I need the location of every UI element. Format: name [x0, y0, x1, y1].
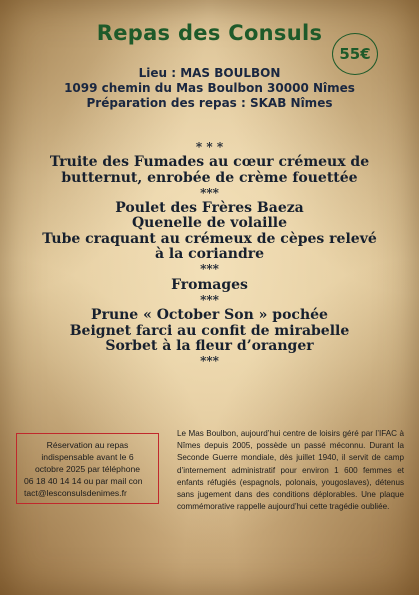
- address-line: 1099 chemin du Mas Boulbon 30000 Nîmes: [64, 81, 355, 95]
- separator-1: ***: [200, 185, 219, 200]
- separator-2: ***: [200, 262, 219, 277]
- reservation-box: [16, 433, 159, 504]
- venue-line: Lieu : MAS BOULBON: [138, 66, 281, 80]
- starter-line-2: butternut, enrobée de crème fouettée: [61, 169, 358, 186]
- cheese-course: Fromages: [171, 276, 248, 293]
- dessert-line-2: Beignet farci au confit de mirabelle: [69, 322, 350, 339]
- price-badge: 55€: [332, 33, 378, 75]
- page-title: Repas des Consuls: [96, 21, 323, 45]
- reservation-line-2: indispensable avant le 6: [41, 452, 134, 462]
- main-line-3: Tube craquant au crémeux de cèpes relevé à la coriandre: [42, 230, 377, 263]
- reservation-line-4: 06 18 40 14 14 ou par mail con: [24, 476, 143, 486]
- starter-line-1: Truite des Fumades au cœur crémeux de: [49, 154, 370, 171]
- event-info: [0, 66, 419, 111]
- separator-4: ***: [200, 354, 219, 369]
- reservation-line-1: Réservation au repas: [46, 440, 129, 450]
- reservation-line-5: tact@lesconsulsdenimes.fr: [24, 488, 127, 498]
- separator-3: ***: [200, 292, 219, 307]
- dessert-line-3: Sorbet à la fleur d’oranger: [105, 337, 314, 354]
- main-line-2: Quenelle de volaille: [131, 215, 288, 232]
- main-line-1: Poulet des Frères Baeza: [115, 200, 304, 217]
- reservation-line-3: octobre 2025 par téléphone: [34, 464, 141, 474]
- caterer-line: Préparation des repas : SKAB Nîmes: [86, 96, 333, 110]
- history-paragraph: Le Mas Boulbon, aujourd’hui centre de loisirs géré par l’IFAC à Nîmes depuis 2005, possède un passé méconnu. Durant la Seconde Guerre mondiale, dès juillet 1940, il servit de camp d’internement administratif pour environ 1 600 femmes et enfants réfugiés (espagnols, polonais, yougoslaves), détenus sans jugement dans des conditions déplorables. Une plaque commémorative rappelle aujourd’hui cette tragédie oubliée.: [177, 429, 404, 512]
- separator-top: * * *: [195, 140, 224, 154]
- menu-list: [0, 140, 419, 369]
- dessert-line-1: Prune « October Son » pochée: [91, 307, 328, 324]
